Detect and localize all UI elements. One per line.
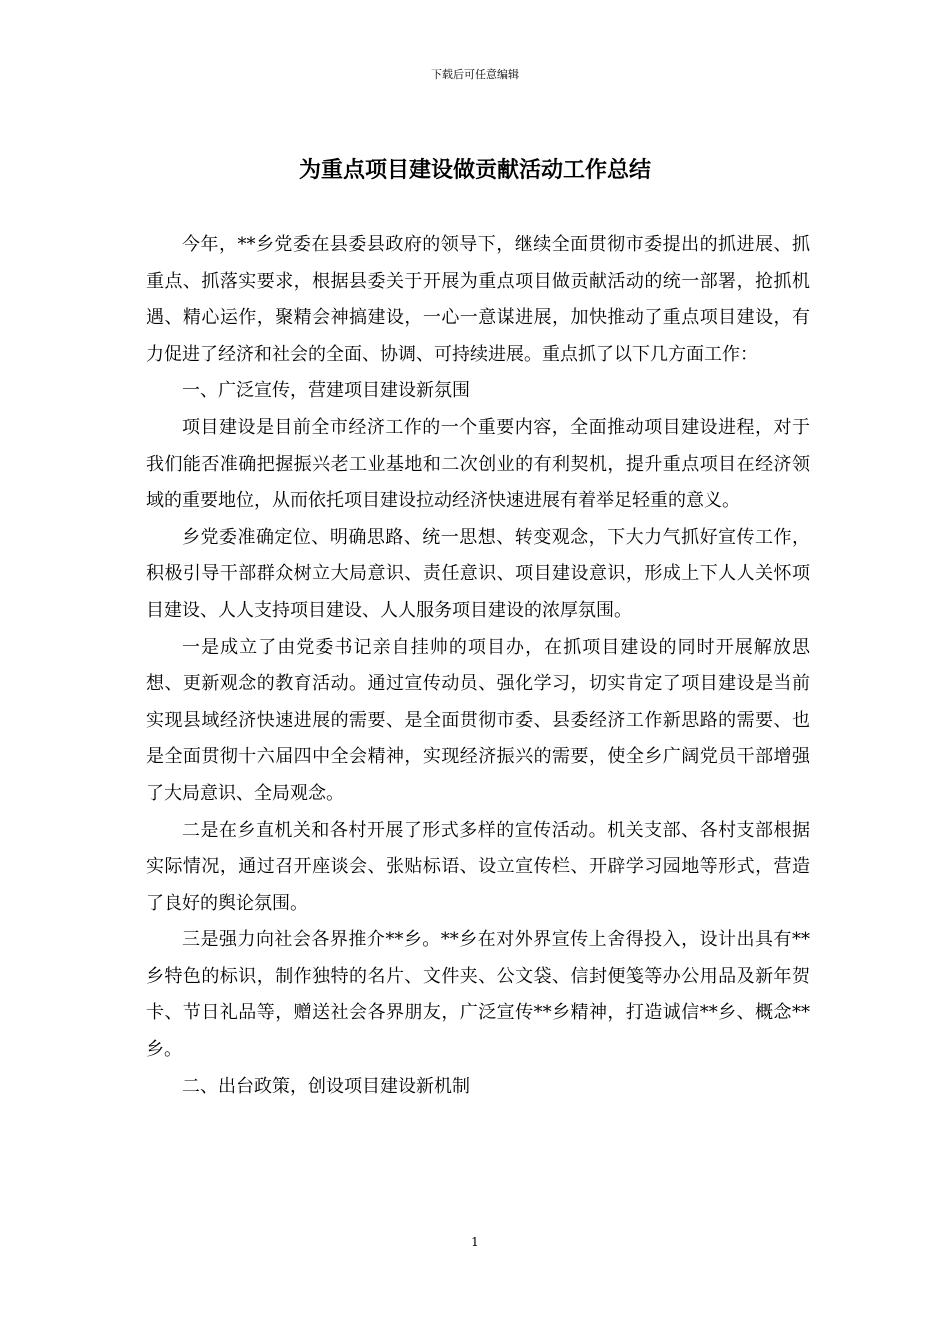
paragraph-intro: 今年，**乡党委在县委县政府的领导下，继续全面贯彻市委提出的抓进展、抓重点、抓落实要求，根据县委关于开展为重点项目做贡献活动的统一部署，抢抓机遇、精心运作，聚精会神搞建设，一心一意谋进展，加快推动了重点项目建设，有力促进了经济和社会的全面、协调、可持续进展。重点抓了以下几方面工作：: [146, 234, 810, 365]
section-heading-2: 二、出台政策，创设项目建设新机制: [182, 1075, 470, 1097]
document-body: [146, 227, 810, 1105]
section-heading-1: 一、广泛宣传，营建项目建设新氛围: [182, 380, 470, 402]
paragraph: 乡党委准确定位、明确思路、统一思想、转变观念，下大力气抓好宣传工作，积极引导干部群众树立大局意识、责任意识、项目建设意识，形成上下人人关怀项目建设、人人支持项目建设、人人服务项目建设的浓厚氛围。: [146, 526, 810, 621]
document-title: 为重点项目建设做贡献活动工作总结: [298, 157, 651, 183]
paragraph: 三是强力向社会各界推介**乡。**乡在对外界宣传上舍得投入，设计出具有**乡特色的标识，制作独特的名片、文件夹、公文袋、信封便笺等办公用品及新年贺卡、节日礼品等，赠送社会各界朋友，广泛宣传**乡精神，打造诚信**乡、概念**乡。: [146, 929, 810, 1061]
paragraph: 一是成立了由党委书记亲自挂帅的项目办，在抓项目建设的同时开展解放思想、更新观念的教育活动。通过宣传动员、强化学习，切实肯定了项目建设是当前实现县域经济快速进展的需要、是全面贯彻市委、县委经济工作新思路的需要、也是全面贯彻十六届四中全会精神，实现经济振兴的需要，使全乡广阔党员干部增强了大局意识、全局观念。: [146, 636, 810, 804]
page-header-note: 下载后可任意编辑: [431, 68, 519, 81]
paragraph: 项目建设是目前全市经济工作的一个重要内容，全面推动项目建设进程，对于我们能否准确把握振兴老工业基地和二次创业的有利契机，提升重点项目在经济领域的重要地位，从而依托项目建设拉动经济快速进展有着举足轻重的意义。: [146, 416, 810, 512]
page-number: 1: [471, 1235, 479, 1249]
paragraph: 二是在乡直机关和各村开展了形式多样的宣传活动。机关支部、各村支部根据实际情况，通过召开座谈会、张贴标语、设立宣传栏、开辟学习园地等形式，营造了良好的舆论氛围。: [146, 819, 810, 914]
